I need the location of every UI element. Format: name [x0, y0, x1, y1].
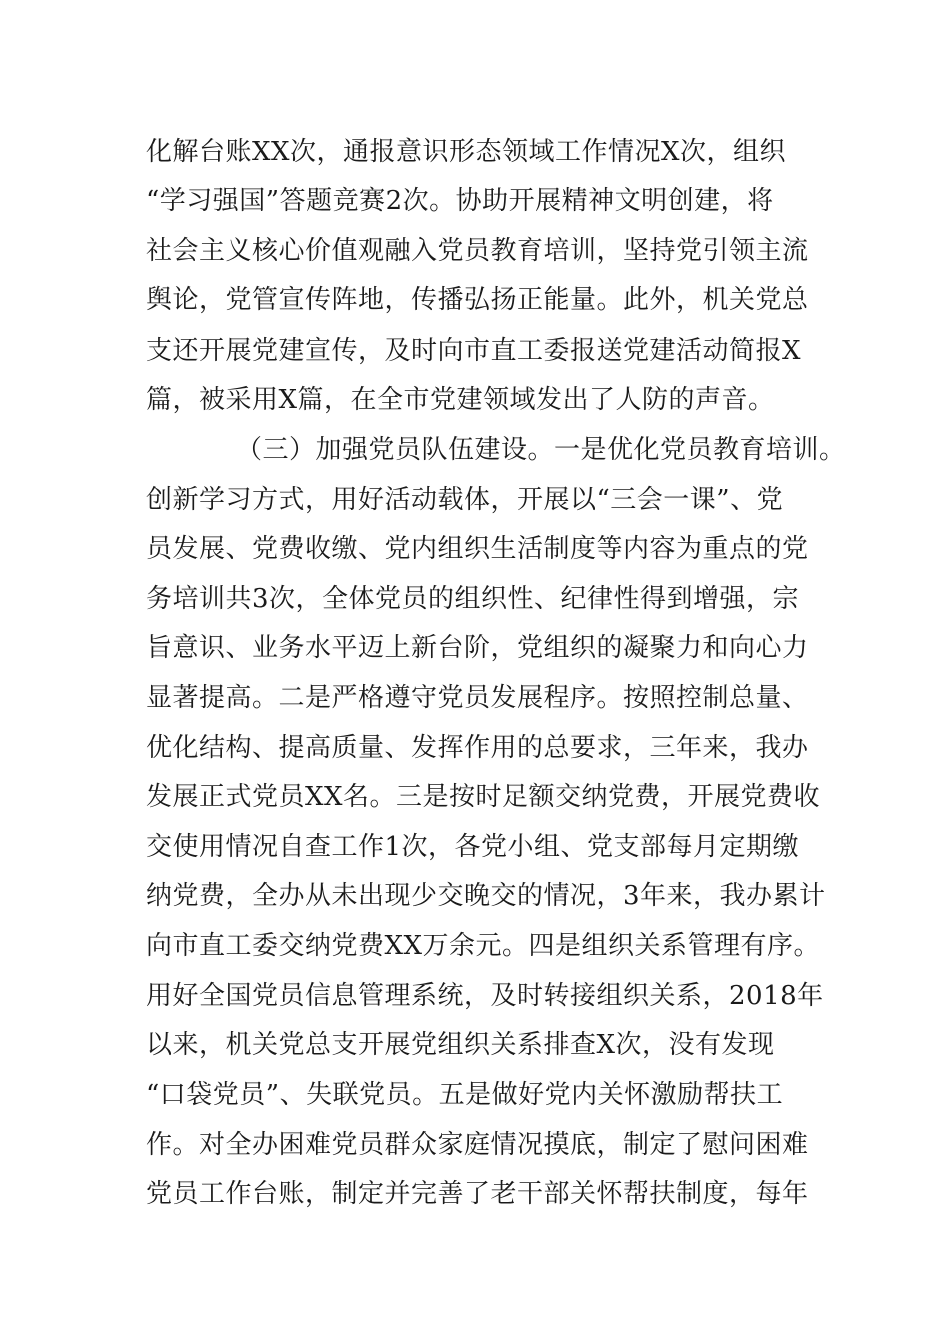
text-line: 用好全国党员信息管理系统，及时转接组织关系，2018年: [146, 981, 824, 1011]
text-line: 作。对全办困难党员群众家庭情况摸底，制定了慰问困难: [146, 1130, 809, 1160]
text-line: 篇，被采用X篇，在全市党建领域发出了人防的声音。: [146, 385, 775, 415]
text-line: 创新学习方式，用好活动载体，开展以“三会一课”、党: [146, 485, 784, 515]
text-line: 化解台账XX次，通报意识形态领域工作情况X次，组织: [146, 137, 787, 167]
text-line: 社会主义核心价值观融入党员教育培训，坚持党引领主流: [146, 236, 809, 266]
text-line: 向市直工委交纳党费XX万余元。四是组织关系管理有序。: [146, 931, 821, 961]
text-line: 优化结构、提高质量、发挥作用的总要求，三年来，我办: [146, 733, 809, 763]
text-line: 务培训共3次，全体党员的组织性、纪律性得到增强，宗: [146, 584, 800, 614]
text-line: 支还开展党建宣传，及时向市直工委报送党建活动简报X: [146, 336, 802, 366]
text-line: 员发展、党费收缴、党内组织生活制度等内容为重点的党: [146, 534, 809, 564]
text-line: 发展正式党员XX名。三是按时足额交纳党费，开展党费收: [146, 782, 821, 812]
text-line: 显著提高。二是严格遵守党员发展程序。按照控制总量、: [146, 683, 809, 713]
text-line: 旨意识、业务水平迈上新台阶，党组织的凝聚力和向心力: [146, 633, 809, 663]
text-line: “口袋党员”、失联党员。五是做好党内关怀激励帮扶工: [146, 1080, 784, 1110]
text-line: 党员工作台账，制定并完善了老干部关怀帮扶制度，每年: [146, 1179, 809, 1209]
section-heading-line: （三）加强党员队伍建设。一是优化党员教育培训。: [236, 435, 846, 465]
text-line: 以来，机关党总支开展党组织关系排查X次，没有发现: [146, 1030, 775, 1060]
text-line: 交使用情况自查工作1次，各党小组、党支部每月定期缴: [146, 832, 800, 862]
text-line: 舆论，党管宣传阵地，传播弘扬正能量。此外，机关党总: [146, 285, 809, 315]
text-line: 纳党费，全办从未出现少交晚交的情况，3年来，我办累计: [146, 881, 826, 911]
text-line: “学习强国”答题竞赛2次。协助开展精神文明创建，将: [146, 186, 774, 216]
